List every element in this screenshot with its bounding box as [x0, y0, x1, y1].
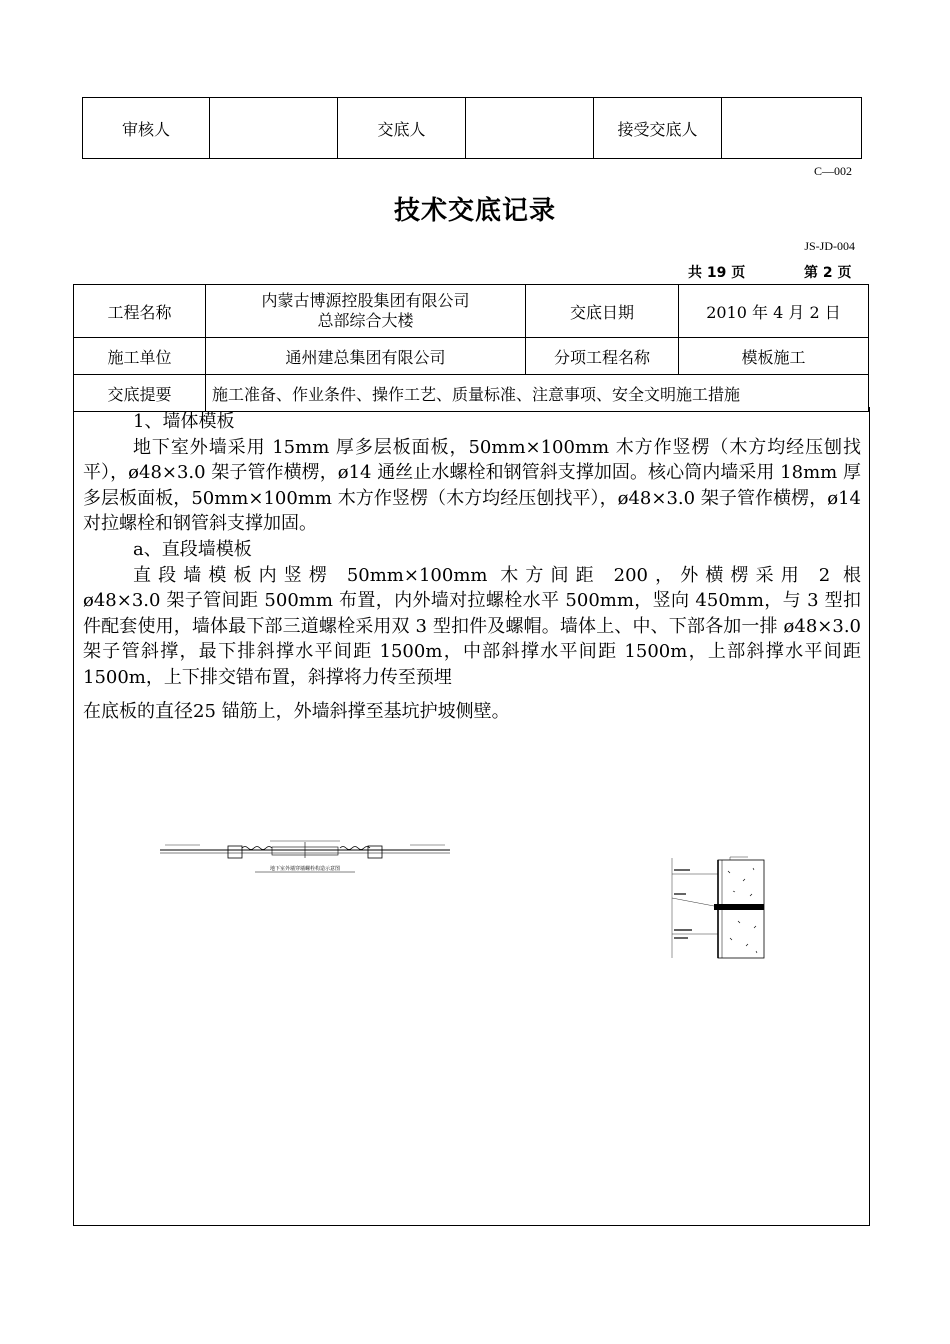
paragraph-straight-wall: ø48×3.0 架子管间距 500mm 布置，内外墙对拉螺栓水平 500mm，竖向 450mm，与 3 型扣件配套使用，墙体最下部三道螺栓采用双 3 型扣件及螺帽。墙体上、中、下部各加一排 ø48×3.0 架子管斜撑，最下排斜撑水平间距 1500m，中部斜撑水平间距 1500m，上部斜撑水平间距 1500m，上下排交错布置，斜撑将力传至预埋 [83, 590, 861, 688]
project-name-line2: 总部综合大楼 [317, 311, 414, 330]
wall-bolt-diagram [160, 836, 450, 876]
discloser-field[interactable] [466, 98, 594, 159]
content-box [73, 407, 870, 1226]
diagram-caption: 地下室外墙穿墙螺栓构造示意图 [269, 866, 341, 872]
paragraph-straight-wall-end [83, 699, 861, 725]
heading-wall-formwork: 1、墙体模板 [133, 411, 235, 432]
page-title: 技术交底记录 [393, 196, 556, 226]
subproject-value: 模板施工 [679, 338, 869, 375]
reviewer-label: 审核人 [83, 98, 210, 159]
date-value: 2010 年 4 月 2 日 [679, 285, 869, 338]
project-name-line1: 内蒙古博源控股集团有限公司 [261, 291, 470, 310]
project-name-value [206, 285, 526, 338]
paragraph-wall-formwork: 地下室外墙采用 15mm 厚多层板面板，50mm×100mm 木方作竖楞（木方均经压刨找平），ø48×3.0 架子管作横楞，ø14 通丝止水螺栓和钢管斜支撑加固。核心筒内墙采用 18mm 厚多层板面板，50mm×100mm 木方作竖楞（木方均经压刨找平），ø48×3.0 架子管作横楞，ø14 对拉螺栓和钢管斜支撑加固。 [83, 436, 861, 535]
contractor-label: 施工单位 [74, 338, 206, 375]
summary-label: 交底提要 [74, 375, 206, 412]
paragraph-straight-wall-line1: 直段墙模板内竖楞 50mm×100mm 木方间距 200，外横楞采用 2 根 [133, 564, 861, 586]
text-emphasis: 直径 [155, 699, 194, 722]
form-code: C—002 [813, 164, 852, 178]
total-pages: 共 19 页 [688, 265, 746, 281]
current-page: 第 2 页 [804, 265, 852, 281]
subproject-label: 分项工程名称 [526, 338, 679, 375]
info-table [73, 284, 869, 412]
content-text [83, 409, 861, 724]
summary-value: 施工准备、作业条件、操作工艺、质量标准、注意事项、安全文明施工措施 [206, 375, 869, 412]
receiver-label: 接受交底人 [594, 98, 722, 159]
reviewer-field[interactable] [210, 98, 338, 159]
text-fragment: 在底板的 [83, 700, 155, 722]
doc-code: JS-JD-004 [804, 239, 855, 253]
contractor-value: 通州建总集团有限公司 [206, 338, 526, 375]
text-fragment: 25 锚筋上，外墙斜撑至基坑护坡侧壁。 [193, 700, 510, 722]
discloser-label: 交底人 [338, 98, 466, 159]
wall-section-diagram [668, 856, 766, 960]
signature-table [82, 97, 862, 159]
heading-straight-wall: a、直段墙模板 [133, 538, 252, 560]
receiver-field[interactable] [722, 98, 862, 159]
date-label: 交底日期 [526, 285, 679, 338]
project-name-label: 工程名称 [74, 285, 206, 338]
